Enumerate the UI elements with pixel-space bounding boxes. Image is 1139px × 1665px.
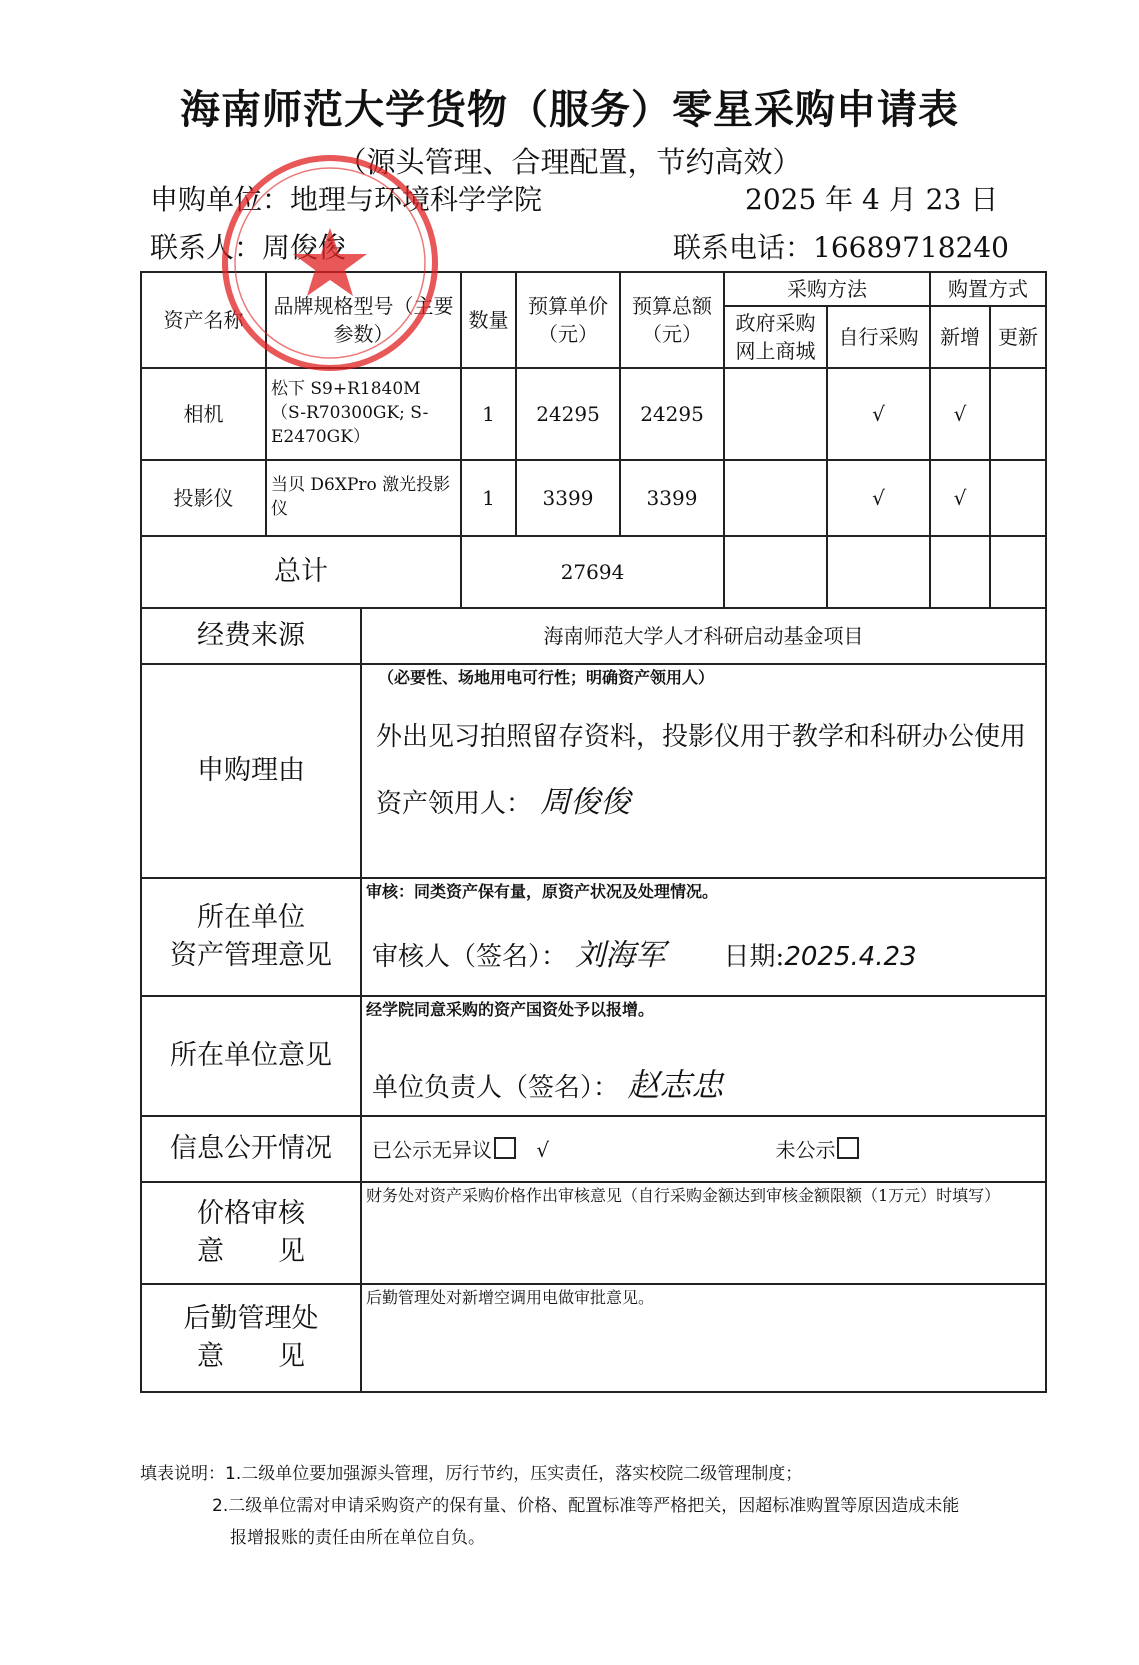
asset-mgmt-cell: [361, 878, 1046, 996]
price-review-hint: 财务处对资产采购价格作出审核意见（自行采购金额达到审核金额限额（1万元）时填写）: [366, 1186, 1001, 1205]
disclosure-yes: 已公示无异议: [372, 1137, 492, 1162]
unit-opinion-cell: [361, 996, 1046, 1116]
recipient-line: [366, 782, 1041, 824]
item-way-new: √: [930, 460, 990, 536]
header-brand-spec: 品牌规格型号（主要参数）: [266, 272, 461, 368]
header-purchase-way: 购置方式: [930, 272, 1046, 306]
reason-text: 外出见习拍照留存资料，投影仪用于教学和科研办公使用: [376, 722, 1027, 753]
review-date-label: 日期:: [723, 942, 785, 973]
reviewer-line: [366, 935, 1041, 977]
reviewer-signature: 刘海军: [575, 938, 666, 974]
item-name: 投影仪: [141, 460, 266, 536]
note-line: 填表说明：1.二级单位要加强源头管理，厉行节约，压实责任，落实校院二级管理制度；: [140, 1464, 803, 1484]
item-way-new: √: [930, 368, 990, 460]
reviewer-label: 审核人（签名）：: [372, 942, 568, 973]
unit-head-signature: 赵志忠: [627, 1066, 724, 1105]
total-value: 27694: [461, 536, 724, 608]
funding-value: 海南师范大学人才科研启动基金项目: [361, 608, 1046, 664]
item-way-replace: [990, 368, 1046, 460]
disclosure-cell: [361, 1116, 1046, 1182]
disclosure-yes-mark: √: [536, 1137, 550, 1162]
application-date: 2025 年 4 月 23 日: [745, 183, 999, 216]
item-spec: 当贝 D6XPro 激光投影仪: [266, 460, 461, 536]
phone-line: [673, 226, 1009, 266]
logistics-hint: 后勤管理处对新增空调用电做审批意见。: [366, 1288, 655, 1307]
form-title: 海南师范大学货物（服务）零星采购申请表: [180, 87, 959, 133]
total-label: 总计: [141, 536, 461, 608]
contact-value: 周俊俊: [262, 231, 347, 264]
header-asset-name: 资产名称: [141, 272, 266, 368]
note-line: 2.二级单位需对申请采购资产的保有量、价格、配置标准等严格把关，因超标准购置等原因造成未能: [212, 1496, 960, 1516]
disclosure-label: 信息公开情况: [141, 1116, 361, 1182]
form-notes: [140, 1458, 959, 1554]
item-method-gov: [724, 460, 827, 536]
logistics-label-1: 后勤管理处: [183, 1303, 319, 1335]
item-way-replace: [990, 460, 1046, 536]
phone-label: 联系电话：: [673, 231, 814, 264]
item-method-self: √: [827, 460, 930, 536]
header-method: 采购方法: [724, 272, 930, 306]
header-method-self: 自行采购: [827, 306, 930, 368]
disclosure-no: 未公示: [775, 1137, 836, 1162]
form-subtitle: （源头管理、合理配置，节约高效）: [337, 145, 802, 179]
unit-head-line: [366, 1063, 1041, 1108]
item-total: 3399: [620, 460, 724, 536]
logistics-cell: [361, 1284, 1046, 1392]
logistics-label-2: 意 见: [197, 1341, 305, 1372]
asset-mgmt-label: [141, 878, 361, 996]
recipient-signature: 周俊俊: [540, 784, 631, 820]
phone-value: 16689718240: [813, 231, 1009, 264]
header-total: 预算总额（元）: [620, 272, 724, 368]
funding-label: 经费来源: [141, 608, 361, 664]
applicant-unit-value: 地理与环境科学学院: [290, 183, 543, 216]
header-way-new: 新增: [930, 306, 990, 368]
item-method-gov: [724, 368, 827, 460]
item-name: 相机: [141, 368, 266, 460]
seal-icon: [215, 148, 445, 378]
price-review-cell: [361, 1182, 1046, 1284]
item-unit-price: 3399: [516, 460, 620, 536]
item-qty: 1: [461, 460, 516, 536]
asset-mgmt-hint: 审核：同类资产保有量，原资产状况及处理情况。: [366, 882, 719, 901]
contact-label: 联系人：: [150, 231, 263, 264]
application-table: [140, 271, 1047, 1393]
item-method-self: √: [827, 368, 930, 460]
reason-cell: [361, 664, 1046, 878]
asset-mgmt-label-1: 所在单位: [197, 902, 305, 934]
price-review-label-1: 价格审核: [197, 1198, 305, 1230]
disclosure-no-checkbox: [837, 1137, 859, 1159]
item-unit-price: 24295: [516, 368, 620, 460]
header-method-gov: 政府采购网上商城: [724, 306, 827, 368]
header-way-replace: 更新: [990, 306, 1046, 368]
recipient-label: 资产领用人：: [376, 788, 533, 819]
note-line: 报增报账的责任由所在单位自负。: [230, 1528, 485, 1548]
disclosure-yes-checkbox: [494, 1137, 516, 1159]
review-date: 2025.4.23: [784, 942, 917, 973]
official-seal: [215, 148, 445, 378]
header-qty: 数量: [461, 272, 516, 368]
reason-hint: （必要性、场地用电可行性；明确资产领用人）: [378, 668, 715, 687]
asset-mgmt-label-2: 资产管理意见: [170, 940, 332, 971]
unit-head-label: 单位负责人（签名）：: [372, 1073, 620, 1104]
table-row: [141, 460, 1046, 536]
price-review-label-2: 意 见: [197, 1236, 305, 1267]
unit-opinion-label: 所在单位意见: [141, 996, 361, 1116]
logistics-label: [141, 1284, 361, 1392]
price-review-label: [141, 1182, 361, 1284]
item-qty: 1: [461, 368, 516, 460]
reason-label: 申购理由: [141, 664, 361, 878]
applicant-unit-label: 申购单位：: [150, 183, 291, 216]
item-total: 24295: [620, 368, 724, 460]
header-unit-price: 预算单价（元）: [516, 272, 620, 368]
table-row: [141, 368, 1046, 460]
item-spec: 松下 S9+R1840M （S-R70300GK; S-E2470GK）: [266, 368, 461, 460]
unit-opinion-text: 经学院同意采购的资产国资处予以报增。: [366, 1000, 655, 1019]
